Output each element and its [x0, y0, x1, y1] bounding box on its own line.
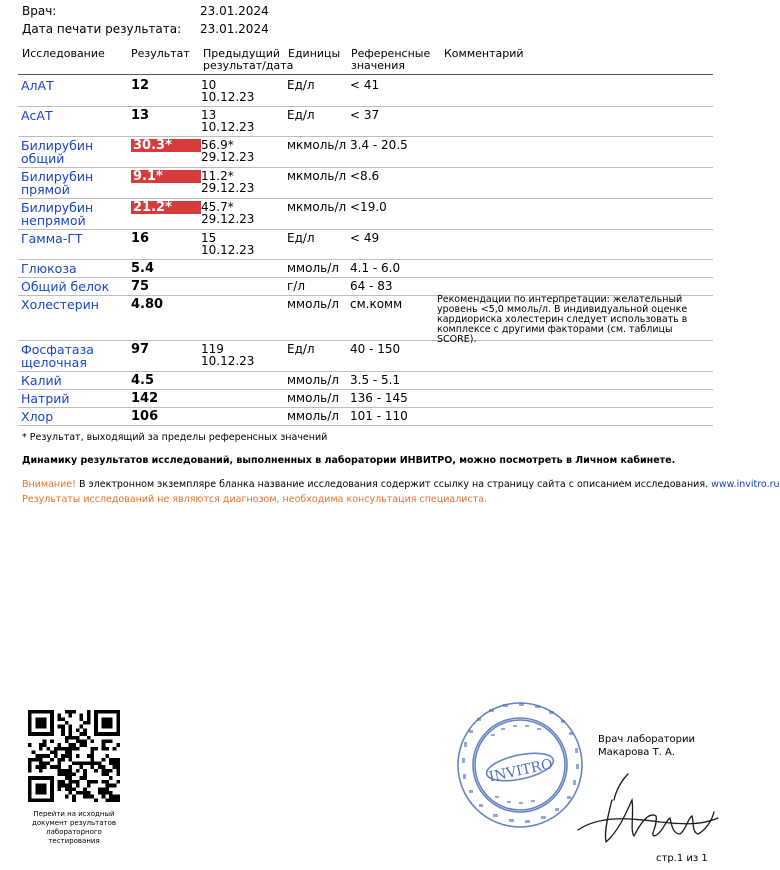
- test-name-link[interactable]: [21, 139, 93, 165]
- test-name-link[interactable]: [21, 343, 94, 369]
- previous-date: 29.12.23: [201, 212, 255, 226]
- footnote: * Результат, выходящий за пределы референсных значений: [22, 432, 328, 443]
- test-name-line1[interactable]: Билирубин: [21, 200, 94, 215]
- result-value: 142: [131, 391, 159, 406]
- header-previous: [203, 48, 293, 72]
- units: ммоль/л: [287, 261, 339, 275]
- laboratory-stamp: [455, 700, 585, 830]
- reference-range: 3.4 - 20.5: [350, 138, 408, 152]
- result-value: 106: [131, 409, 159, 424]
- units: мкмоль/л: [287, 169, 347, 183]
- test-name-line1[interactable]: Гамма-ГТ: [21, 231, 83, 246]
- test-name-link[interactable]: [21, 109, 53, 122]
- result-value: 5.4: [131, 261, 155, 276]
- signer-name: Макарова Т. А.: [598, 747, 676, 758]
- reference-range: 3.5 - 5.1: [350, 373, 401, 387]
- doctor-value: 23.01.2024: [200, 4, 269, 18]
- result-value: 97: [131, 342, 150, 357]
- test-name-line1[interactable]: Холестерин: [21, 297, 99, 312]
- test-name-link[interactable]: [21, 232, 83, 245]
- units: ммоль/л: [287, 409, 339, 423]
- previous-date: 29.12.23: [201, 181, 255, 195]
- header-previous-line2: результат/дата: [203, 59, 294, 72]
- previous-value: 56.9*: [201, 138, 234, 152]
- previous-result: [201, 79, 254, 103]
- table-row: [18, 389, 713, 408]
- table-row: [18, 294, 713, 345]
- test-name-link[interactable]: [21, 410, 53, 423]
- test-name-line1[interactable]: Общий белок: [21, 279, 110, 294]
- units: ммоль/л: [287, 373, 339, 387]
- units: г/л: [287, 279, 306, 293]
- header-result: Результат: [131, 47, 190, 60]
- table-row: [18, 167, 713, 199]
- doctor-label: Врач:: [22, 4, 57, 18]
- previous-date: 10.12.23: [201, 354, 255, 368]
- test-name-line1[interactable]: Хлор: [21, 409, 54, 424]
- header-reference: [351, 48, 430, 72]
- units: Ед/л: [287, 342, 315, 356]
- disclaimer: Результаты исследований не являются диагнозом, необходима консультация специалиста.: [22, 494, 488, 505]
- test-name-link[interactable]: [21, 201, 93, 227]
- previous-result: [201, 109, 254, 133]
- signature: [570, 760, 722, 850]
- table-row: [18, 407, 713, 426]
- table-row: [18, 340, 713, 372]
- test-name-link[interactable]: [21, 262, 77, 275]
- previous-value: 10: [201, 78, 217, 92]
- test-name-line1[interactable]: Глюкоза: [21, 261, 77, 276]
- test-name-link[interactable]: [21, 392, 70, 405]
- signer-title: Врач лаборатории: [598, 734, 695, 745]
- result-value-flagged: 21.2*: [131, 201, 201, 214]
- previous-date: 10.12.23: [201, 90, 255, 104]
- result-value: 16: [131, 231, 150, 246]
- reference-range: см.комм: [350, 297, 403, 311]
- print-date-value: 23.01.2024: [200, 22, 269, 36]
- result-value: 4.80: [131, 297, 164, 312]
- result-value: 4.5: [131, 373, 155, 388]
- test-name-line1[interactable]: Билирубин: [21, 138, 94, 153]
- table-row: [18, 371, 713, 390]
- previous-value: 11.2*: [201, 169, 234, 183]
- previous-date: 10.12.23: [201, 120, 255, 134]
- header-reference-line2: значения: [351, 59, 406, 72]
- header-units: Единицы: [288, 47, 341, 60]
- previous-result: [201, 139, 254, 163]
- header-comment: Комментарий: [444, 47, 524, 60]
- previous-date: 29.12.23: [201, 150, 255, 164]
- table-row: [18, 106, 713, 137]
- test-name-line1[interactable]: АлАТ: [21, 78, 54, 93]
- table-row: [18, 198, 713, 230]
- test-name-line2[interactable]: прямой: [21, 182, 70, 197]
- test-name-line2[interactable]: непрямой: [21, 213, 86, 228]
- qr-code[interactable]: [28, 710, 120, 802]
- dynamics-note: Динамику результатов исследований, выполненных в лаборатории ИНВИТРО, можно посмотреть в Личном кабинете.: [22, 455, 676, 466]
- table-row: [18, 259, 713, 278]
- table-row: [18, 76, 713, 107]
- units: Ед/л: [287, 108, 315, 122]
- test-name-line2[interactable]: щелочная: [21, 355, 87, 370]
- reference-range: <19.0: [350, 200, 387, 214]
- table-row: [18, 136, 713, 168]
- table-row: [18, 229, 713, 260]
- test-name-link[interactable]: [21, 280, 109, 293]
- header-test: Исследование: [22, 47, 105, 60]
- header-divider: [18, 74, 713, 75]
- units: ммоль/л: [287, 391, 339, 405]
- test-name-line1[interactable]: Билирубин: [21, 169, 94, 184]
- previous-value: 119: [201, 342, 224, 356]
- warning-line: [22, 479, 780, 490]
- test-name-line1[interactable]: Натрий: [21, 391, 70, 406]
- test-name-link[interactable]: [21, 374, 62, 387]
- test-name-line2[interactable]: общий: [21, 151, 65, 166]
- reference-range: 64 - 83: [350, 279, 393, 293]
- warning-label: Внимание!: [22, 479, 76, 490]
- previous-value: 13: [201, 108, 217, 122]
- reference-range: <8.6: [350, 169, 380, 183]
- signer-block: [598, 733, 695, 759]
- reference-range: < 37: [350, 108, 380, 122]
- result-value: 12: [131, 78, 150, 93]
- page-number: стр.1 из 1: [656, 853, 708, 864]
- test-name-link[interactable]: [21, 79, 54, 92]
- previous-result: [201, 232, 254, 256]
- result-value-flagged: 9.1*: [131, 170, 201, 183]
- reference-range: < 49: [350, 231, 380, 245]
- previous-result: [201, 343, 254, 367]
- test-name-link[interactable]: [21, 170, 93, 196]
- units: Ед/л: [287, 78, 315, 92]
- reference-range: 40 - 150: [350, 342, 401, 356]
- units: Ед/л: [287, 231, 315, 245]
- units: мкмоль/л: [287, 200, 347, 214]
- result-value: 13: [131, 108, 150, 123]
- units: ммоль/л: [287, 297, 339, 311]
- reference-range: 101 - 110: [350, 409, 408, 423]
- qr-caption: Перейти на исходный документ результатов лабораторного тестирования: [31, 810, 117, 845]
- reference-range: 4.1 - 6.0: [350, 261, 401, 275]
- previous-value: 45.7*: [201, 200, 234, 214]
- test-name-line1[interactable]: Фосфатаза: [21, 342, 94, 357]
- test-name-line1[interactable]: АсАТ: [21, 108, 53, 123]
- invitro-link[interactable]: www.invitro.ru: [711, 479, 780, 490]
- units: мкмоль/л: [287, 138, 347, 152]
- reference-range: < 41: [350, 78, 380, 92]
- stamp-text: INVITRO: [487, 756, 555, 786]
- result-value-flagged: 30.3*: [131, 139, 201, 152]
- previous-result: [201, 170, 254, 194]
- header-reference-line1: Референсные: [351, 47, 431, 60]
- print-date-label: Дата печати результата:: [22, 22, 182, 36]
- previous-result: [201, 201, 254, 225]
- previous-value: 15: [201, 231, 217, 245]
- reference-range: 136 - 145: [350, 391, 408, 405]
- previous-date: 10.12.23: [201, 243, 255, 257]
- header-previous-line1: Предыдущий: [203, 47, 281, 60]
- warning-text: В электронном экземпляре бланка название исследования содержит ссылку на страницу сайта с описанием исследования.: [75, 479, 712, 490]
- comment: Рекомендации по интерпретации: желательный уровень <5,0 ммоль/л. В индивидуальной оценке кардиориска холестерин следует использовать в комплексе с другими факторами (см. таблицы SCORE).: [437, 294, 688, 345]
- test-name-line1[interactable]: Калий: [21, 373, 62, 388]
- result-value: 75: [131, 279, 150, 294]
- test-name-link[interactable]: [21, 298, 99, 311]
